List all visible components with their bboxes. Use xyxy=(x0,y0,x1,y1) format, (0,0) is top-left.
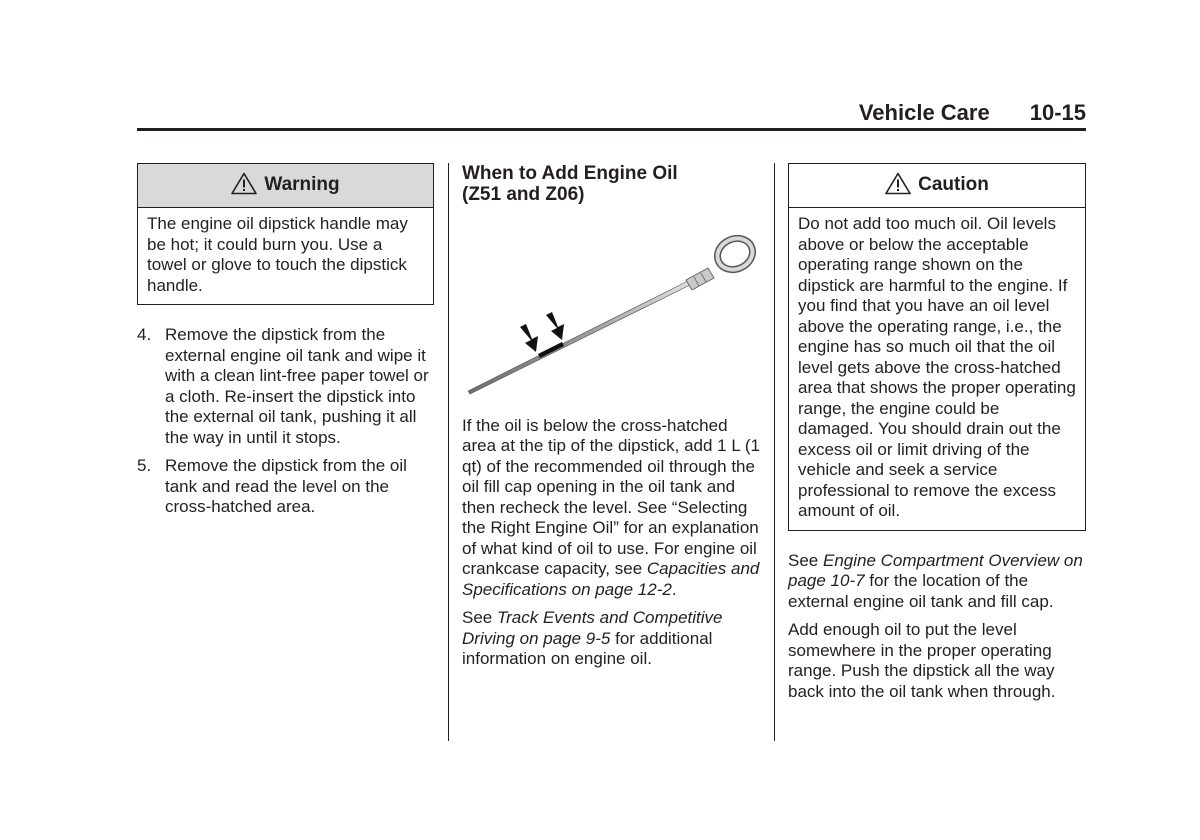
subsection-title xyxy=(462,163,760,205)
step-text: Remove the dipstick from the oil tank and read the level on the cross-hatched area. xyxy=(165,456,407,516)
caution-header xyxy=(789,164,1085,208)
step-number: 5. xyxy=(137,456,152,475)
caution-box xyxy=(788,163,1086,531)
warning-title: Warning xyxy=(264,174,340,196)
dipstick-illustration xyxy=(462,230,760,400)
warning-body: The engine oil dipstick handle may be hot; it could burn you. Use a towel or glove to touch the dipstick handle. xyxy=(147,214,408,295)
capacities-reference[interactable]: Capacities and Specifications on page 12-2 xyxy=(462,559,760,599)
header-rule xyxy=(137,128,1086,131)
column-divider-right xyxy=(774,163,775,741)
oil-add-end: . xyxy=(671,579,677,599)
step-list xyxy=(137,325,434,518)
caution-triangle-icon xyxy=(885,172,911,195)
column-left xyxy=(137,163,434,526)
column-divider-left xyxy=(448,163,449,741)
track-events-reference[interactable]: Track Events and Competitive Driving on page 9-5 xyxy=(462,608,723,648)
caution-body: Do not add too much oil. Oil levels above or below the acceptable operating range shown on the dipstick are harmful to the engine. If you find that you have an oil level above the operating range, i.e., the engine has so much oil that the oil level gets above the cross-hatched area that shows the proper operating range, the engine could be damaged. You should drain out the excess oil or limit driving of the vehicle and seek a service professional to remove the excess amount of oil. xyxy=(798,214,1076,520)
warning-header xyxy=(138,164,433,208)
oil-add-paragraph xyxy=(462,416,760,601)
engine-compartment-reference[interactable]: Engine Compartment Overview on page 10-7 xyxy=(788,550,1083,590)
warning-triangle-icon xyxy=(231,172,257,195)
track-events-paragraph xyxy=(462,608,760,670)
compartment-post: for the location of the external engine oil tank and fill cap. xyxy=(788,571,1054,611)
arrow-icon xyxy=(520,324,538,352)
page-header xyxy=(137,100,1086,128)
column-right xyxy=(788,163,1086,710)
warning-box xyxy=(137,163,434,305)
step-number: 4. xyxy=(137,325,152,344)
caution-title: Caution xyxy=(918,174,989,196)
subsection-title-line2: (Z51 and Z06) xyxy=(462,184,585,205)
add-oil-paragraph: Add enough oil to put the level somewhere in the proper operating range. Push the dipstick all the way back into the oil tank when through. xyxy=(788,620,1056,701)
compartment-see: See xyxy=(788,550,823,570)
section-title: Vehicle Care xyxy=(858,100,990,125)
arrow-icon xyxy=(546,312,564,340)
page-number: 10-15 xyxy=(1029,100,1086,125)
column-middle xyxy=(462,163,760,678)
track-see: See xyxy=(462,608,497,627)
list-item xyxy=(137,325,434,448)
step-text: Remove the dipstick from the external engine oil tank and wipe it with a clean lint-free paper towel or a cloth. Re-insert the dipstick into the external oil tank, pushing it all the way in until it stops. xyxy=(165,325,429,447)
dipstick-collar xyxy=(686,268,714,290)
dipstick-rod xyxy=(468,278,696,394)
engine-compartment-paragraph xyxy=(788,551,1086,613)
oil-add-text: If the oil is below the cross-hatched area at the tip of the dipstick, add 1 L (1 qt) of the recommended oil through the oil fill cap opening in the oil tank and then recheck the level. See “Selecting the Right Engine Oil” for an explanation of what kind of oil to use. For engine oil crankcase capacity, see xyxy=(462,415,760,578)
track-post: for additional information on engine oil. xyxy=(462,628,713,668)
subsection-title-line1: When to Add Engine Oil xyxy=(462,163,678,184)
list-item xyxy=(137,456,434,518)
cross-hatched-range xyxy=(538,342,564,358)
